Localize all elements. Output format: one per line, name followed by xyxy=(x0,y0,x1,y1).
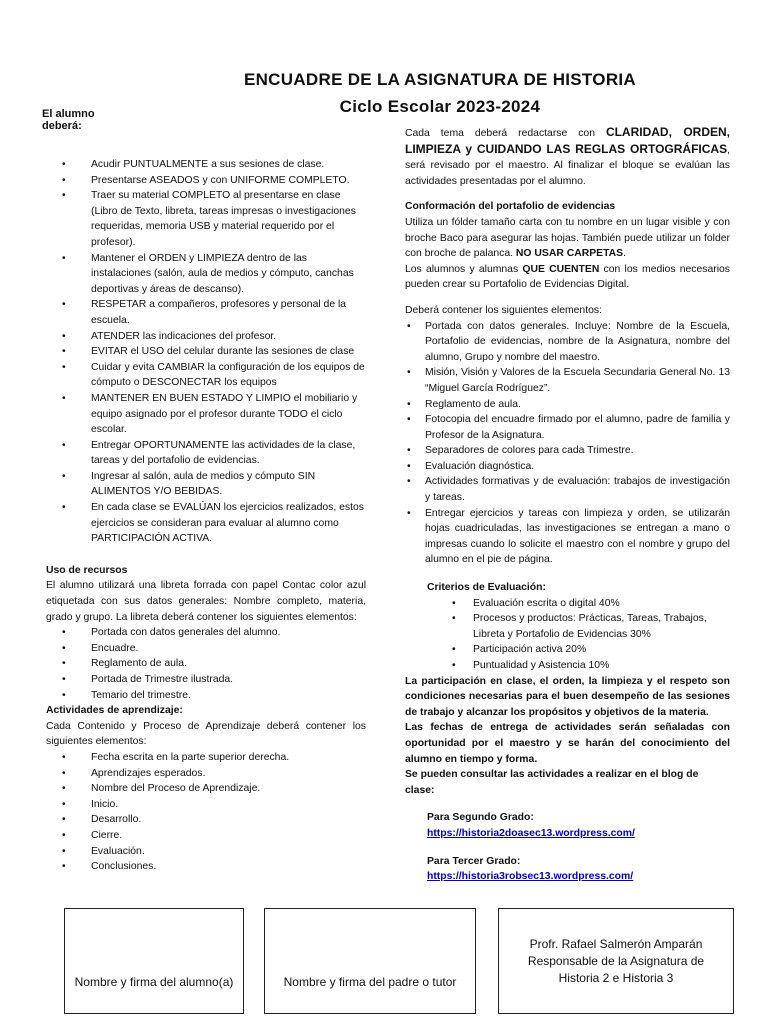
list-item: • Fotocopia del encuadre firmado por el alumno, padre de familia y Profesor de la Asignatura. xyxy=(405,412,730,443)
list-item: • Actividades formativas y de evaluación: trabajos de investigación y tareas. xyxy=(405,474,730,505)
signature-box-alumno xyxy=(64,908,244,1014)
document-subtitle: Ciclo Escolar 2023-2024 xyxy=(339,97,541,116)
list-item: • Traer su material COMPLETO al presentarse en clase (Libro de Texto, libreta, tareas impresas o investigaciones requeridas, memoria USB y material requerido por el profesor). xyxy=(46,188,366,250)
criterios-list xyxy=(405,596,730,674)
list-item: • Temario del trimestre. xyxy=(46,688,366,704)
list-item: • Portada con datos generales. Incluye: Nombre de la Escuela, Portafolio de evidencias, nombre de la Asignatura, nombre del alumno, Grupo y nombre del maestro. xyxy=(405,319,730,366)
list-item: • RESPETAR a compañeros, profesores y personal de la escuela. xyxy=(46,297,366,328)
portafolio-heading: Conformación del portafolio de evidencias xyxy=(405,201,616,213)
signature-label-alumno: Nombre y firma del alumno(a) xyxy=(74,975,234,989)
tercer-grado-label: Para Tercer Grado: xyxy=(427,855,521,867)
list-item: • Inicio. xyxy=(46,797,366,813)
list-item: • Cuidar y evita CAMBIAR la configuración de los equipos de cómputo o DESCONECTAR los equipos xyxy=(46,360,366,391)
list-item: • En cada clase se EVALÚAN los ejercicios realizados, estos ejercicios se consideran para evaluar al alumno como PARTICIPACIÓN ACTIVA. xyxy=(46,500,366,547)
profesor-subjects: Historia 2 e Historia 3 xyxy=(558,970,674,985)
list-item: • Presentarse ASEADOS y con UNIFORME COMPLETO. xyxy=(46,173,366,189)
list-item: • Entregar OPORTUNAMENTE las actividades de la clase, tareas y del portafolio de evidencias. xyxy=(46,438,366,469)
document-title: ENCUADRE DE LA ASIGNATURA DE HISTORIA xyxy=(243,70,637,89)
list-item: • Reglamento de aula. xyxy=(46,656,366,672)
actividades-list xyxy=(46,750,366,875)
recursos-text: El alumno utilizará una libreta forrada con papel Contac color azul etiquetada con sus datos generales: Nombre completo, materia, grado y grupo. La libreta deberá contener los siguientes elementos: xyxy=(46,580,366,623)
recursos-heading: Uso de recursos xyxy=(46,564,128,576)
list-item: • Desarrollo. xyxy=(46,812,366,828)
list-item: • Ingresar al salón, aula de medios y cómputo SIN ALIMENTOS Y/O BEBIDAS. xyxy=(46,469,366,500)
actividades-heading: Actividades de aprendizaje: xyxy=(46,705,183,717)
tercer-grado-link[interactable]: https://historia3robsec13.wordpress.com/ xyxy=(427,871,634,883)
list-item: • Conclusiones. xyxy=(46,859,366,875)
list-item: • Entregar ejercicios y tareas con limpieza y orden, se utilizarán hojas cuadriculadas, las investigaciones se entregan a mano o impresas cuando lo solicite el maestro con el nombre y grupo del alumno en el pie de página. xyxy=(405,506,730,568)
portafolio-digital-text: Los alumnos y alumnas QUE CUENTEN con los medios necesarios pueden crear su Portafolio de Evidencias Digital. xyxy=(405,263,730,291)
recursos-list xyxy=(46,625,366,703)
intro-paragraph: Cada tema deberá redactarse con CLARIDAD, ORDEN, LIMPIEZA y CUIDANDO LAS REGLAS ORTOGRÁFICAS, será revisado por el maestro. Al finalizar el bloque se evalúan las actividades presentadas por el alumno. xyxy=(405,125,731,187)
list-item: • Evaluación escrita o digital 40% xyxy=(405,596,730,612)
list-item: • Puntualidad y Asistencia 10% xyxy=(405,658,730,674)
list-item: • Cierre. xyxy=(46,828,366,844)
profesor-role: Responsable de la Asignatura de xyxy=(527,953,705,968)
list-item: • Separadores de colores para cada Trimestre. xyxy=(405,443,730,459)
list-item: • Procesos y productos: Prácticas, Tareas, Trabajos, Libreta y Portafolio de Evidencias 30% xyxy=(405,611,730,642)
obligaciones-list xyxy=(46,157,366,547)
segundo-grado-link[interactable]: https://historia2doasec13.wordpress.com/ xyxy=(427,827,635,839)
list-item: • Evaluación. xyxy=(46,844,366,860)
criterios-heading: Criterios de Evaluación: xyxy=(427,582,546,594)
list-item: • Portada con datos generales del alumno. xyxy=(46,625,366,641)
list-item: • Fecha escrita en la parte superior derecha. xyxy=(46,750,366,766)
list-item: • ATENDER las indicaciones del profesor. xyxy=(46,329,366,345)
elementos-intro: Deberá contener los siguientes elementos: xyxy=(405,304,602,316)
elementos-list xyxy=(405,319,730,569)
portafolio-text: Utiliza un fólder tamaño carta con tu nombre en un lugar visible y con broche Baco para asegurar las hojas. También puede utilizar un folder con broche de palanca. NO USAR CARPETAS. xyxy=(405,216,730,260)
list-item: • EVITAR el USO del celular durante las sesiones de clase xyxy=(46,344,366,360)
signature-box-profesor xyxy=(498,908,734,1014)
list-item: • Nombre del Proceso de Aprendizaje. xyxy=(46,781,366,797)
signature-box-padre xyxy=(264,908,476,1014)
signature-label-padre: Nombre y firma del padre o tutor xyxy=(283,975,457,989)
list-item: • Reglamento de aula. xyxy=(405,397,730,413)
nota-participacion: La participación en clase, el orden, la limpieza y el respeto son condiciones necesarias para el buen desempeño de las sesiones de trabajo y alcanzar los propósitos y objetivos de la materia. xyxy=(405,675,730,718)
left-column xyxy=(46,157,366,875)
list-item: • Encuadre. xyxy=(46,641,366,657)
nota-blog: Se pueden consultar las actividades a realizar en el blog de clase: xyxy=(405,769,699,796)
list-item: • MANTENER EN BUEN ESTADO Y LIMPIO el mobiliario y equipo asignado por el profesor durante TODO el ciclo escolar. xyxy=(46,391,366,438)
list-item: • Mantener el ORDEN y LIMPIEZA dentro de las instalaciones (salón, aula de medios y cómputo, canchas deportivas y áreas de descanso). xyxy=(46,251,366,298)
nota-fechas: Las fechas de entrega de actividades serán señaladas con oportunidad por el maestro y se harán del conocimiento del alumno en tiempo y forma. xyxy=(405,722,730,765)
list-item: • Acudir PUNTUALMENTE a sus sesiones de clase. xyxy=(46,157,366,173)
actividades-text: Cada Contenido y Proceso de Aprendizaje deberá contener los siguientes elementos: xyxy=(46,720,366,748)
list-item: • Portada de Trimestre ilustrada. xyxy=(46,672,366,688)
list-item: • Aprendizajes esperados. xyxy=(46,766,366,782)
list-item: • Participación activa 20% xyxy=(405,642,730,658)
right-column xyxy=(405,125,730,885)
list-item: • Misión, Visión y Valores de la Escuela Secundaria General No. 13 “Miguel García Rodríguez”. xyxy=(405,365,730,396)
profesor-name: Profr. Rafael Salmerón Amparán xyxy=(529,936,703,951)
list-item: • Evaluación diagnóstica. xyxy=(405,459,730,475)
alumno-debera-label: El alumno deberá: xyxy=(42,108,95,132)
segundo-grado-label: Para Segundo Grado: xyxy=(427,812,534,824)
